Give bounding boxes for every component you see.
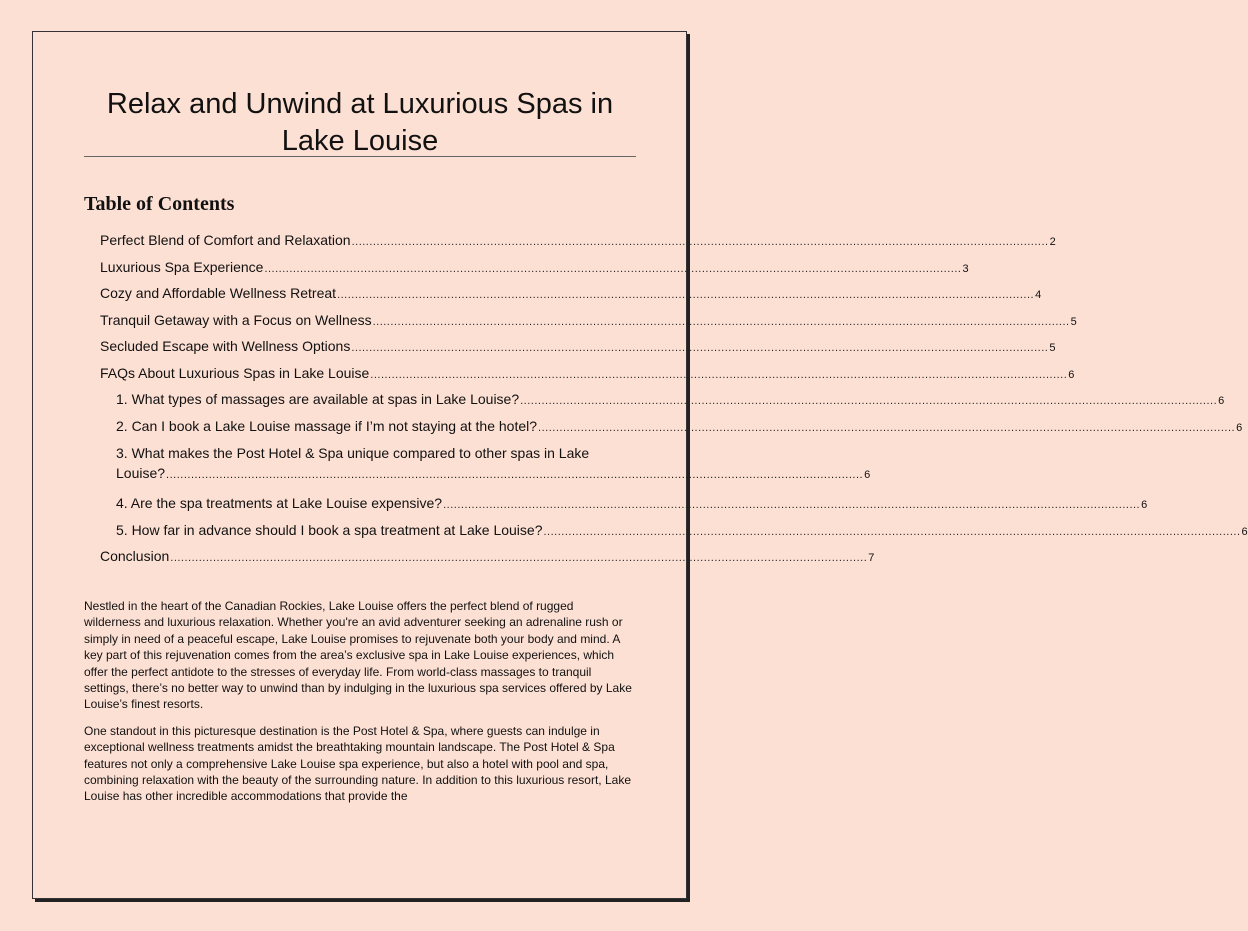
toc-entry-label: Perfect Blend of Comfort and Relaxation: [100, 232, 351, 248]
toc-entry-label: Secluded Escape with Wellness Options: [100, 338, 351, 354]
toc-leader: ....................................................................................................................................................................................................: [538, 421, 1236, 434]
toc-leader: ....................................................................................................................................................................................................: [170, 552, 868, 564]
toc-entry-label: FAQs About Luxurious Spas in Lake Louise: [100, 364, 370, 381]
toc-page-number: 6: [1068, 368, 1075, 381]
toc-leader: ....................................................................................................................................................................................................: [351, 342, 1049, 354]
toc-entry-label: 1. What types of massages are available at spas in Lake Louise?: [116, 391, 520, 407]
toc-entry-conclusion[interactable]: [100, 547, 875, 574]
toc-page-number: 3: [962, 262, 969, 275]
toc-page-number: 6: [1241, 525, 1248, 538]
toc-entry-label-line2: Louise?: [116, 465, 166, 481]
toc-entry-faq-3[interactable]: [116, 443, 871, 485]
title-divider: [84, 156, 636, 157]
toc-entry-secluded-escape[interactable]: [100, 337, 1056, 364]
toc-leader: ....................................................................................................................................................................................................: [337, 289, 1035, 301]
toc-page-number: 6: [1236, 421, 1243, 434]
toc-entry-faq-1[interactable]: [116, 390, 1225, 417]
toc-page-number: 7: [868, 552, 875, 564]
document-title: Relax and Unwind at Luxurious Spas in Lake Louise: [106, 88, 614, 157]
toc-entry-label: Conclusion: [100, 548, 170, 564]
toc-entry-tranquil-getaway[interactable]: [100, 311, 1077, 338]
toc-leader: ....................................................................................................................................................................................................: [372, 315, 1070, 328]
toc-entry-label: Luxurious Spa Experience: [100, 258, 264, 275]
toc-entry-perfect-blend[interactable]: [100, 231, 1056, 258]
toc-entry-faq-4[interactable]: [116, 494, 1148, 521]
toc-entry-faq-5[interactable]: [116, 521, 1248, 548]
toc-entry-label: 2. Can I book a Lake Louise massage if I’m not staying at the hotel?: [116, 417, 538, 434]
toc-entry-faqs[interactable]: [100, 364, 1075, 391]
toc-page-number: 5: [1070, 315, 1077, 328]
toc-entry-label: 5. How far in advance should I book a spa treatment at Lake Louise?: [116, 521, 543, 538]
toc-entry-label: Cozy and Affordable Wellness Retreat: [100, 285, 337, 301]
toc-leader: ....................................................................................................................................................................................................: [351, 236, 1049, 248]
toc-leader: ....................................................................................................................................................................................................: [443, 499, 1141, 511]
toc-entry-faq-2[interactable]: [116, 417, 1243, 444]
body-text: [84, 598, 632, 815]
table-of-contents: [100, 231, 1248, 574]
toc-page-number: 4: [1035, 289, 1042, 301]
toc-leader: ....................................................................................................................................................................................................: [264, 262, 962, 275]
toc-leader: ....................................................................................................................................................................................................: [370, 368, 1068, 381]
toc-page-number: 5: [1049, 342, 1056, 354]
toc-entry-label-line1: 3. What makes the Post Hotel & Spa unique compared to other spas in Lake: [116, 445, 590, 461]
toc-leader: ....................................................................................................................................................................................................: [520, 395, 1218, 407]
toc-page-number: 6: [1218, 395, 1225, 407]
toc-heading: Table of Contents: [84, 193, 235, 215]
toc-leader: ....................................................................................................................................................................................................: [166, 469, 864, 481]
intro-paragraph: Nestled in the heart of the Canadian Rockies, Lake Louise offers the perfect blend of rugged wilderness and luxurious relaxation. Whether you're an avid adventurer seeking an adrenaline rush or simply in need of a peaceful escape, Lake Louise promises to rejuvenate both your body and mind. A key part of this rejuvenation comes from the area’s exclusive spa in Lake Louise experiences, which offer the perfect antidote to the stresses of everyday life. From world-class massages to tranquil settings, there’s no better way to unwind than by indulging in the luxurious spa services offered by Lake Louise’s finest resorts.: [84, 599, 632, 712]
post-hotel-paragraph: One standout in this picturesque destination is the Post Hotel & Spa, where guests can indulge in exceptional wellness treatments amidst the breathtaking mountain landscape. The Post Hotel & Spa features not only a comprehensive Lake Louise spa experience, but also a hotel with pool and spa, combining relaxation with the beauty of the surrounding nature. In addition to this luxurious resort, Lake Louise has other incredible accommodations that provide the: [84, 723, 631, 804]
toc-entry-label: 4. Are the spa treatments at Lake Louise expensive?: [116, 495, 443, 511]
toc-entry-cozy-retreat[interactable]: [100, 284, 1042, 311]
toc-page-number: 2: [1049, 236, 1056, 248]
toc-entry-luxurious-spa[interactable]: [100, 258, 969, 285]
toc-entry-label: Tranquil Getaway with a Focus on Wellness: [100, 311, 372, 328]
toc-page-number: 6: [864, 469, 871, 481]
toc-leader: ....................................................................................................................................................................................................: [543, 525, 1241, 538]
toc-page-number: 6: [1141, 499, 1148, 511]
